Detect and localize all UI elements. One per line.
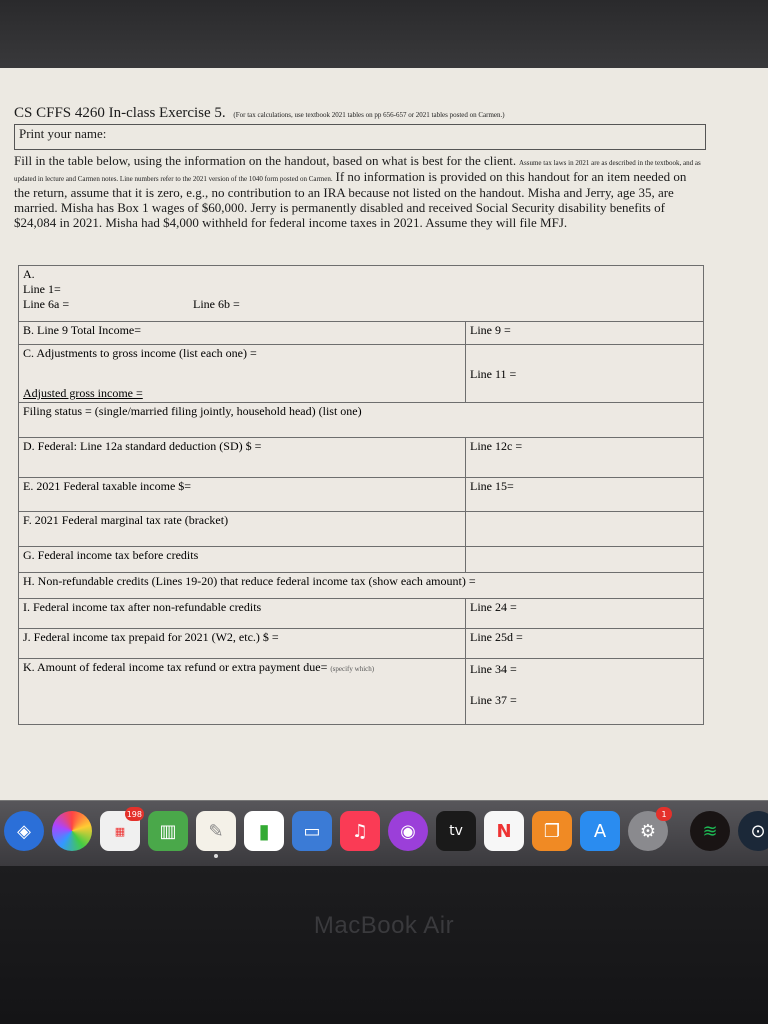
doc-title-line: [14, 104, 714, 122]
cell-f-right[interactable]: [466, 512, 704, 547]
row-h: [19, 573, 704, 599]
cell-c-left[interactable]: [19, 345, 466, 403]
cell-g-right[interactable]: [466, 547, 704, 573]
notes-icon[interactable]: ✎: [196, 811, 236, 851]
top-bezel: [0, 0, 768, 70]
line6-row: [23, 297, 699, 312]
music-icon[interactable]: ♫: [340, 811, 380, 851]
cell-h[interactable]: [19, 573, 704, 599]
row-i: [19, 599, 704, 629]
row-d: [19, 438, 704, 478]
cell-b-right[interactable]: [466, 322, 704, 345]
row-c: [19, 345, 704, 403]
cell-k-left[interactable]: [19, 659, 466, 725]
cell-i-left[interactable]: [19, 599, 466, 629]
bottom-bezel: [0, 866, 768, 1024]
keynote-icon[interactable]: ▭: [292, 811, 332, 851]
dock: [0, 800, 768, 866]
podcasts-icon[interactable]: ◉: [388, 811, 428, 851]
row-a: [19, 266, 704, 322]
agi-label: Adjusted gross income =: [23, 386, 143, 400]
calendar-badge: 198: [125, 807, 144, 821]
app-store-icon[interactable]: A: [580, 811, 620, 851]
row-k: [19, 659, 704, 725]
line11-label: Line 11 =: [470, 367, 517, 381]
charts-icon[interactable]: ▮: [244, 811, 284, 851]
line34-label: Line 34 =: [470, 662, 517, 676]
line12c-label: Line 12c =: [470, 439, 523, 453]
cell-d-left[interactable]: [19, 438, 466, 478]
line15-label: Line 15=: [470, 479, 514, 493]
apple-tv-icon[interactable]: [436, 811, 476, 851]
row-g: [19, 547, 704, 573]
document: [14, 104, 714, 231]
tax-form-table: [18, 265, 704, 725]
print-name-field[interactable]: [14, 124, 706, 150]
app-store-badge: 1: [656, 807, 672, 821]
photos-icon[interactable]: [52, 811, 92, 851]
news-icon[interactable]: N: [484, 811, 524, 851]
line25d-label: Line 25d =: [470, 630, 523, 644]
macbook-brand-label: MacBook Air: [313, 912, 455, 939]
d-label: D. Federal: Line 12a standard deduction (SD) $ =: [23, 439, 262, 453]
screen: [0, 68, 768, 813]
row-f: [19, 512, 704, 547]
instructions-body: If no information is provided on this handout for an item needed on the return, assume that it is zero, e.g., no contribution to an IRA because not listed on the handout. Misha and Jerry, age 35, are married. Misha has Box 1 wages of $60,000. Jerry is permanently disabled and received Social Security disability benefits of $24,084 in 2021. Misha had $4,000 withheld for federal income taxes in 2021. Assume they will file MFJ.: [14, 169, 687, 230]
b-label: B. Line 9 Total Income=: [23, 323, 142, 337]
f-label: F. 2021 Federal marginal tax rate (bracket): [23, 513, 229, 527]
books-icon[interactable]: ❐: [532, 811, 572, 851]
i-label: I. Federal income tax after non-refundable credits: [23, 600, 262, 614]
doc-title: CS CFFS 4260 In-class Exercise 5.: [14, 105, 226, 121]
steam-icon[interactable]: ⊙: [738, 811, 768, 851]
row-b: [19, 322, 704, 345]
filing-status-label: Filing status = (single/married filing jointly, household head) (list one): [23, 404, 362, 418]
cell-g-left[interactable]: [19, 547, 466, 573]
j-label: J. Federal income tax prepaid for 2021 (W2, etc.) $ =: [23, 630, 279, 644]
cell-f-left[interactable]: [19, 512, 466, 547]
c-label: C. Adjustments to gross income (list each one) =: [23, 346, 257, 360]
row-j: [19, 629, 704, 659]
a-label: A.: [23, 267, 35, 281]
instructions-lead: Fill in the table below, using the information on the handout, based on what is best for the client.: [14, 153, 517, 168]
cell-filing[interactable]: [19, 403, 704, 438]
cell-i-right[interactable]: [466, 599, 704, 629]
row-filing: [19, 403, 704, 438]
cell-e-left[interactable]: [19, 478, 466, 512]
line6b-label: Line 6b =: [193, 297, 240, 311]
launchpad-icon[interactable]: ◈: [4, 811, 44, 851]
e-label: E. 2021 Federal taxable income $=: [23, 479, 192, 493]
cell-e-right[interactable]: [466, 478, 704, 512]
calendar-icon[interactable]: ▦ 198: [100, 811, 140, 851]
notes-running-dot: [214, 854, 218, 858]
cell-j-right[interactable]: [466, 629, 704, 659]
doc-title-note: (For tax calculations, use textbook 2021 tables on pp 656-657 or 2021 tables posted on Carmen.): [233, 111, 505, 119]
k-label: K. Amount of federal income tax refund or extra payment due=: [23, 660, 328, 674]
line24-label: Line 24 =: [470, 600, 517, 614]
g-label: G. Federal income tax before credits: [23, 548, 199, 562]
row-e: [19, 478, 704, 512]
cell-c-right[interactable]: [466, 345, 704, 403]
apple-tv-label: tv: [449, 823, 463, 839]
spotify-icon[interactable]: ≋: [690, 811, 730, 851]
cell-b-left[interactable]: [19, 322, 466, 345]
cell-d-right[interactable]: [466, 438, 704, 478]
line1-label: Line 1=: [23, 282, 61, 296]
h-label: H. Non-refundable credits (Lines 19-20) that reduce federal income tax (show each amount) =: [23, 574, 476, 588]
k-note: (specify which): [330, 665, 375, 673]
instructions-small: Assume tax laws in 2021 are as described in the textbook, and as updated in lecture and Carmen notes. Line numbers refer to the 2021 version of the 1040 form posted on Carmen.: [14, 159, 701, 183]
line6a-label: Line 6a =: [23, 297, 70, 311]
numbers-icon[interactable]: ▥: [148, 811, 188, 851]
system-preferences-icon[interactable]: ⚙ 1: [628, 811, 668, 851]
cell-j-left[interactable]: [19, 629, 466, 659]
line37-label: Line 37 =: [470, 693, 517, 707]
instructions: [14, 154, 704, 231]
line9-label: Line 9 =: [470, 323, 511, 337]
print-name-label: Print your name:: [19, 126, 107, 141]
cell-k-right[interactable]: [466, 659, 704, 725]
cell-a[interactable]: [19, 266, 704, 322]
